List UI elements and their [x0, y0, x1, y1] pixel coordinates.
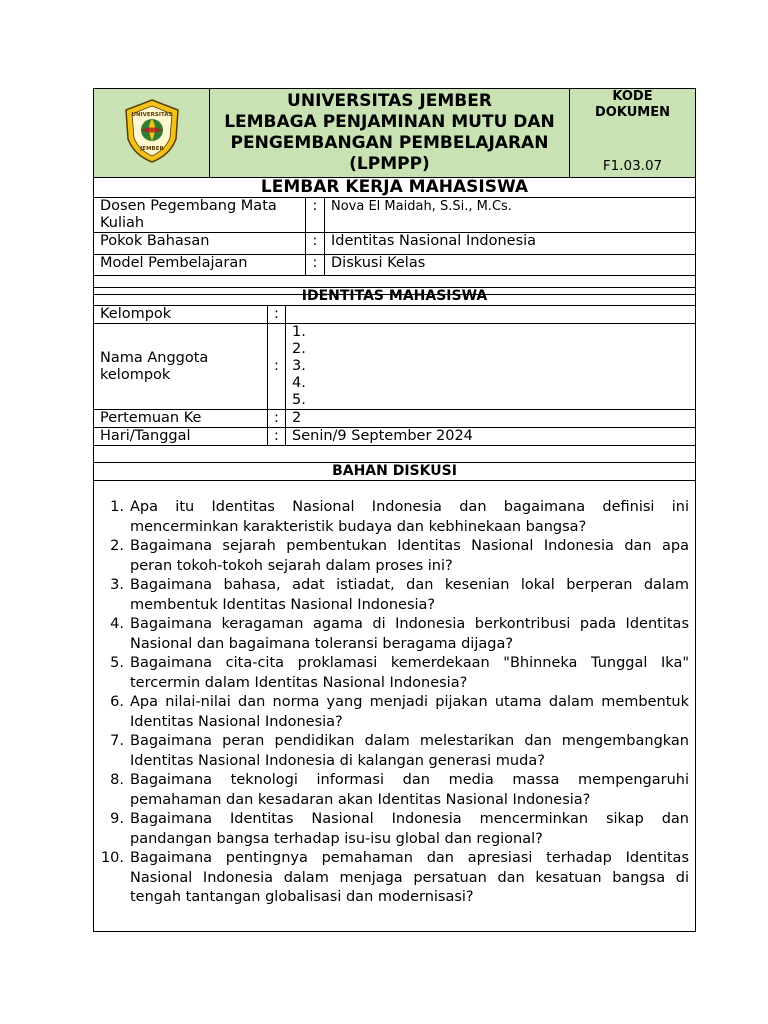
- student-table: [93, 287, 696, 932]
- question-text: Bagaimana keragaman agama di Indonesia berkontribusi pada Identitas Nasional dan bagaimana toleransi beragama dijaga?: [130, 616, 689, 652]
- colon: :: [268, 428, 286, 446]
- document-code-cell: [570, 89, 696, 178]
- kode-value: F1.03.07: [602, 158, 663, 174]
- anggota-slot-4: 4.: [292, 375, 306, 391]
- discussion-section-title: BAHAN DISKUSI: [94, 463, 696, 481]
- question-text: Bagaimana peran pendidikan dalam melestarikan dan mengembangkan Identitas Nasional Indonesia di kalangan generasi muda?: [130, 733, 689, 769]
- colon: :: [268, 410, 286, 428]
- institution-line1: LEMBAGA PENJAMINAN MUTU DAN: [224, 112, 555, 132]
- anggota-slot-5: 5.: [292, 392, 306, 408]
- info-value-model: Diskusi Kelas: [325, 255, 696, 276]
- question-list: [94, 498, 695, 908]
- question-item: [94, 732, 695, 771]
- question-item: [94, 537, 695, 576]
- question-item: [94, 693, 695, 732]
- kelompok-label: Kelompok: [94, 306, 268, 324]
- question-text: Apa itu Identitas Nasional Indonesia dan bagaimana definisi ini mencerminkan karakteristik budaya dan kebhinekaan bangsa?: [130, 499, 689, 535]
- spacer-row: [94, 446, 696, 463]
- tanggal-value: Senin/9 September 2024: [286, 428, 696, 446]
- kode-label-1: KODE: [612, 89, 653, 104]
- question-item: [94, 654, 695, 693]
- info-value-topic: Identitas Nasional Indonesia: [325, 233, 696, 255]
- question-text: Bagaimana bahasa, adat istiadat, dan kesenian lokal berperan dalam membentuk Identitas Nasional Indonesia?: [130, 577, 689, 613]
- kode-label-2: DOKUMEN: [595, 105, 670, 120]
- question-number: 7.: [110, 733, 124, 749]
- sheet-title: LEMBAR KERJA MAHASISWA: [94, 178, 696, 198]
- question-item: [94, 771, 695, 810]
- question-text: Apa nilai-nilai dan norma yang menjadi pijakan utama dalam membentuk Identitas Nasional Indonesia?: [130, 694, 689, 730]
- institution-title: [210, 89, 570, 178]
- info-label-model: Model Pembelajaran: [94, 255, 306, 276]
- colon: :: [306, 255, 325, 276]
- anggota-field[interactable]: [286, 324, 696, 410]
- question-item: [94, 576, 695, 615]
- university-name: UNIVERSITAS JEMBER: [287, 91, 492, 111]
- question-number: 6.: [110, 694, 124, 710]
- tanggal-label: Hari/Tanggal: [94, 428, 268, 446]
- question-item: [94, 498, 695, 537]
- question-number: 8.: [110, 772, 124, 788]
- info-value-lecturer: Nova El Maidah, S.Si., M.Cs.: [325, 198, 696, 233]
- anggota-slot-2: 2.: [292, 341, 306, 357]
- info-label-lecturer: Dosen Pegembang Mata Kuliah: [94, 198, 306, 233]
- info-label-topic: Pokok Bahasan: [94, 233, 306, 255]
- university-logo-icon: [118, 97, 186, 165]
- question-item: [94, 615, 695, 654]
- question-number: 1.: [110, 499, 124, 515]
- question-number: 4.: [110, 616, 124, 632]
- anggota-slot-3: 3.: [292, 358, 306, 374]
- question-number: 10.: [100, 850, 124, 866]
- discussion-list-cell: [94, 481, 696, 932]
- pertemuan-value: 2: [286, 410, 696, 428]
- logo-text-top: UNIVERSITAS: [131, 111, 172, 118]
- colon: :: [268, 324, 286, 410]
- institution-abbr: (LPMPP): [349, 154, 430, 174]
- colon: :: [306, 198, 325, 233]
- question-item: [94, 849, 695, 908]
- pertemuan-label: Pertemuan Ke: [94, 410, 268, 428]
- kelompok-field[interactable]: [286, 306, 696, 324]
- colon: :: [306, 233, 325, 255]
- question-number: 3.: [110, 577, 124, 593]
- anggota-label: Nama Anggota kelompok: [94, 324, 268, 410]
- question-item: [94, 810, 695, 849]
- anggota-slot-1: 1.: [292, 324, 306, 340]
- question-number: 9.: [110, 811, 124, 827]
- question-text: Bagaimana pentingnya pemahaman dan apresiasi terhadap Identitas Nasional Indonesia dalam menjaga persatuan dan kesatuan bangsa di tengah tantangan globalisasi dan modernisasi?: [130, 850, 689, 905]
- question-number: 2.: [110, 538, 124, 554]
- student-section-title: IDENTITAS MAHASISWA: [94, 288, 696, 306]
- logo-text-bottom: JEMBER: [139, 145, 164, 152]
- question-text: Bagaimana cita-cita proklamasi kemerdekaan "Bhinneka Tunggal Ika" tercermin dalam Identitas Nasional Indonesia?: [130, 655, 689, 691]
- question-number: 5.: [110, 655, 124, 671]
- question-text: Bagaimana sejarah pembentukan Identitas Nasional Indonesia dan apa peran tokoh-tokoh sejarah dalam proses ini?: [130, 538, 689, 574]
- header-table: [93, 88, 696, 295]
- question-text: Bagaimana teknologi informasi dan media massa mempengaruhi pemahaman dan kesadaran akan Identitas Nasional Indonesia?: [130, 772, 689, 808]
- institution-line2: PENGEMBANGAN PEMBELAJARAN: [230, 133, 549, 153]
- question-text: Bagaimana Identitas Nasional Indonesia mencerminkan sikap dan pandangan bangsa terhadap isu-isu global dan regional?: [130, 811, 689, 847]
- colon: :: [268, 306, 286, 324]
- logo-cell: [94, 89, 210, 178]
